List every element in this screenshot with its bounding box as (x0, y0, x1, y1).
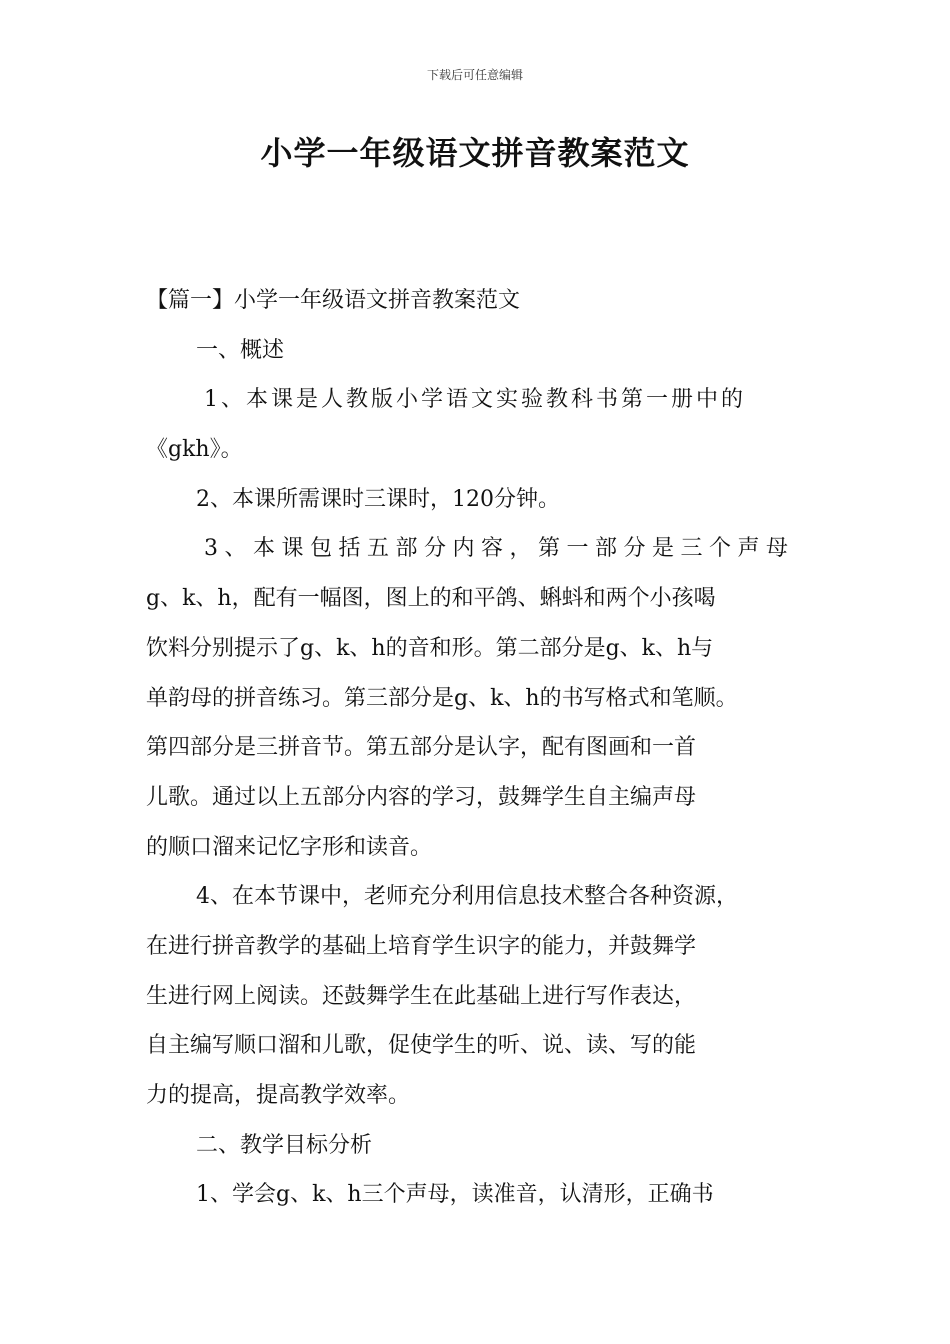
paragraph-line: 生进行网上阅读。还鼓舞学生在此基础上进行写作表达， (146, 983, 697, 1009)
paragraph-line: 1、学会g、k、h三个声母，读准音，认清形，正确书 (196, 1182, 714, 1208)
paragraph-line: 1、本课是人教版小学语文实验教科书第一册中的 (204, 387, 746, 413)
page-title: 小学一年级语文拼音教案范文 (260, 134, 690, 172)
paragraph-line: 力的提高，提高教学效率。 (146, 1083, 411, 1108)
paragraph-line: 饮料分别提示了g、k、h的音和形。第二部分是g、k、h与 (146, 635, 714, 661)
paragraph-line: 3、本课包括五部分内容，第一部分是三个声母 (204, 536, 795, 562)
paragraph-line: 4、在本节课中，老师充分利用信息技术整合各种资源， (196, 884, 738, 910)
paragraph-line: 的顺口溜来记忆字形和读音。 (146, 834, 433, 860)
paragraph-line: 儿歌。通过以上五部分内容的学习，鼓舞学生自主编声母 (146, 784, 697, 810)
subsection-heading: 一、概述 (196, 337, 285, 363)
document-body (146, 276, 816, 1220)
paragraph-line: 自主编写顺口溜和儿歌，促使学生的听、说、读、写的能 (146, 1033, 697, 1059)
header-note: 下载后可任意编辑 (426, 68, 523, 82)
paragraph-line: 单韵母的拼音练习。第三部分是g、k、h的书写格式和笔顺。 (146, 685, 738, 711)
paragraph-line: 第四部分是三拼音节。第五部分是认字，配有图画和一首 (146, 735, 697, 761)
paragraph-line: 《gkh》。 (146, 437, 243, 463)
paragraph-line: 在进行拼音教学的基础上培育学生识字的能力，并鼓舞学 (146, 933, 697, 959)
subsection-heading: 二、教学目标分析 (196, 1132, 373, 1158)
section-heading: 【篇一】小学一年级语文拼音教案范文 (146, 288, 521, 313)
paragraph-line: 2、本课所需课时三课时，120分钟。 (196, 486, 560, 512)
paragraph-line: g、k、h，配有一幅图，图上的和平鸽、蝌蚪和两个小孩喝 (146, 586, 716, 612)
